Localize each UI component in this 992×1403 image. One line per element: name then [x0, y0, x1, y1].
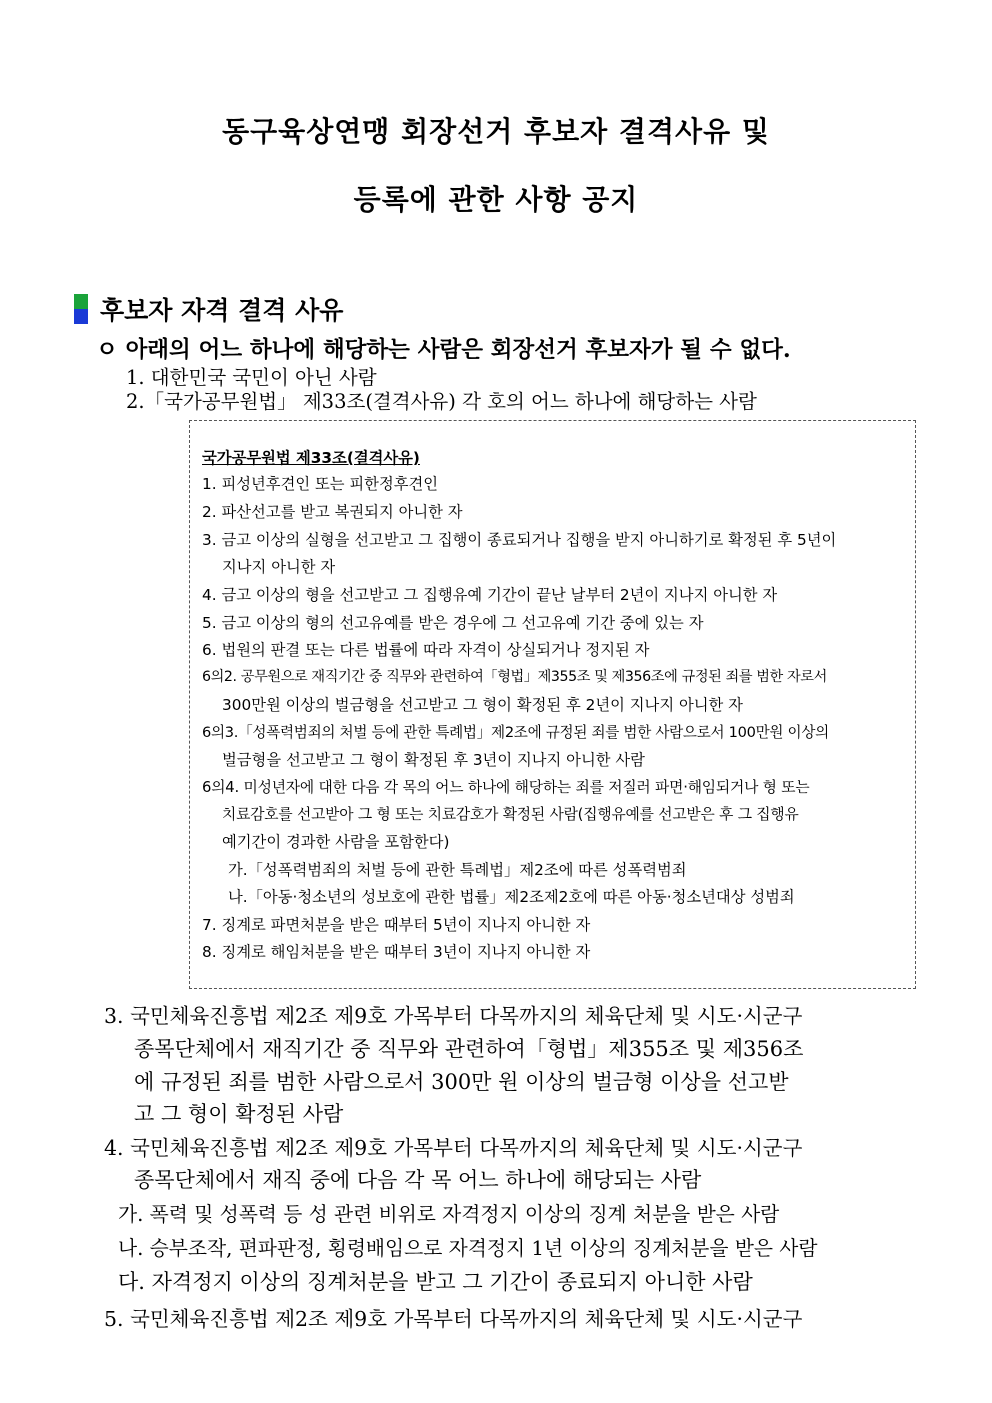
body-line: 고 그 형이 확정된 사람	[134, 1102, 344, 1126]
section-heading	[74, 291, 343, 327]
box-line: 7. 징계로 파면처분을 받은 때부터 5년이 지나지 아니한 자	[202, 916, 591, 934]
body-line: 종목단체에서 재직기간 중 직무와 관련하여「형법」제355조 및 제356조	[134, 1037, 804, 1061]
body-line: 5. 국민체육진흥법 제2조 제9호 가목부터 다목까지의 체육단체 및 시도·시군구	[104, 1307, 803, 1331]
box-line: 3. 금고 이상의 실형을 선고받고 그 집행이 종료되거나 집행을 받지 아니하기로 확정된 후 5년이	[202, 531, 837, 549]
box-line: 지나지 아니한 자	[222, 558, 336, 576]
intro-statement: ㅇ 아래의 어느 하나에 해당하는 사람은 회장선거 후보자가 될 수 없다.	[96, 337, 791, 363]
body-line: 4. 국민체육진흥법 제2조 제9호 가목부터 다목까지의 체육단체 및 시도·시군구	[104, 1136, 803, 1160]
body-line: 가. 폭력 및 성폭력 등 성 관련 비위로 자격정지 이상의 징계 처분을 받은 사람	[118, 1203, 780, 1226]
box-line: 4. 금고 이상의 형을 선고받고 그 집행유예 기간이 끝난 날부터 2년이 지나지 아니한 자	[202, 586, 778, 604]
box-line: 6. 법원의 판결 또는 다른 법률에 따라 자격이 상실되거나 정지된 자	[202, 641, 650, 659]
body-line: 다. 자격정지 이상의 징계처분을 받고 그 기간이 종료되지 아니한 사람	[118, 1270, 753, 1294]
box-line: 가.「성폭력범죄의 처벌 등에 관한 특례법」제2조에 따른 성폭력범죄	[228, 861, 687, 879]
box-line: 예기간이 경과한 사람을 포함한다)	[222, 833, 450, 851]
box-title: 국가공무원법 제33조(결격사유)	[202, 449, 420, 467]
page-title-line-2: 등록에 관한 사항 공지	[353, 183, 639, 216]
box-line: 300만원 이상의 벌금형을 선고받고 그 형이 확정된 후 2년이 지나지 아니한 자	[222, 696, 743, 714]
body-line: 나. 승부조작, 편파판정, 횡령배임으로 자격정지 1년 이상의 징계처분을 받은 사람	[118, 1237, 818, 1260]
section-marker-icon	[74, 294, 88, 324]
box-line: 6의3.「성폭력범죄의 처벌 등에 관한 특례법」제2조에 규정된 죄를 범한 사람으로서 100만원 이상의	[202, 724, 829, 741]
box-line: 8. 징계로 해임처분을 받은 때부터 3년이 지나지 아니한 자	[202, 943, 591, 961]
box-line: 치료감호를 선고받아 그 형 또는 치료감호가 확정된 사람(집행유예를 선고받은 후 그 집행유	[222, 806, 799, 823]
list-item-1: 1. 대한민국 국민이 아닌 사람	[126, 366, 377, 389]
box-line: 벌금형을 선고받고 그 형이 확정된 후 3년이 지나지 아니한 사람	[222, 751, 645, 769]
body-line: 에 규정된 죄를 범한 사람으로서 300만 원 이상의 벌금형 이상을 선고받	[134, 1070, 789, 1094]
box-line: 나.「아동·청소년의 성보호에 관한 법률」제2조제2호에 따른 아동·청소년대상 성범죄	[228, 888, 795, 906]
body-line: 3. 국민체육진흥법 제2조 제9호 가목부터 다목까지의 체육단체 및 시도·시군구	[104, 1004, 803, 1028]
page-title-line-1: 동구육상연맹 회장선거 후보자 결격사유 및	[222, 115, 770, 148]
body-line: 종목단체에서 재직 중에 다음 각 목 어느 하나에 해당되는 사람	[134, 1168, 702, 1192]
box-line: 1. 피성년후견인 또는 피한정후견인	[202, 475, 439, 493]
box-line: 6의2. 공무원으로 재직기간 중 직무와 관련하여「형법」제355조 및 제356조에 규정된 죄를 범한 자로서	[202, 669, 827, 685]
box-line: 5. 금고 이상의 형의 선고유예를 받은 경우에 그 선고유예 기간 중에 있는 자	[202, 614, 704, 632]
box-line: 6의4. 미성년자에 대한 다음 각 목의 어느 하나에 해당하는 죄를 저질러 파면·해임되거나 형 또는	[202, 779, 810, 796]
box-line: 2. 파산선고를 받고 복권되지 아니한 자	[202, 503, 463, 521]
section-heading-text: 후보자 자격 결격 사유	[100, 296, 344, 325]
list-item-2: 2.「국가공무원법」 제33조(결격사유) 각 호의 어느 하나에 해당하는 사람	[126, 390, 757, 413]
